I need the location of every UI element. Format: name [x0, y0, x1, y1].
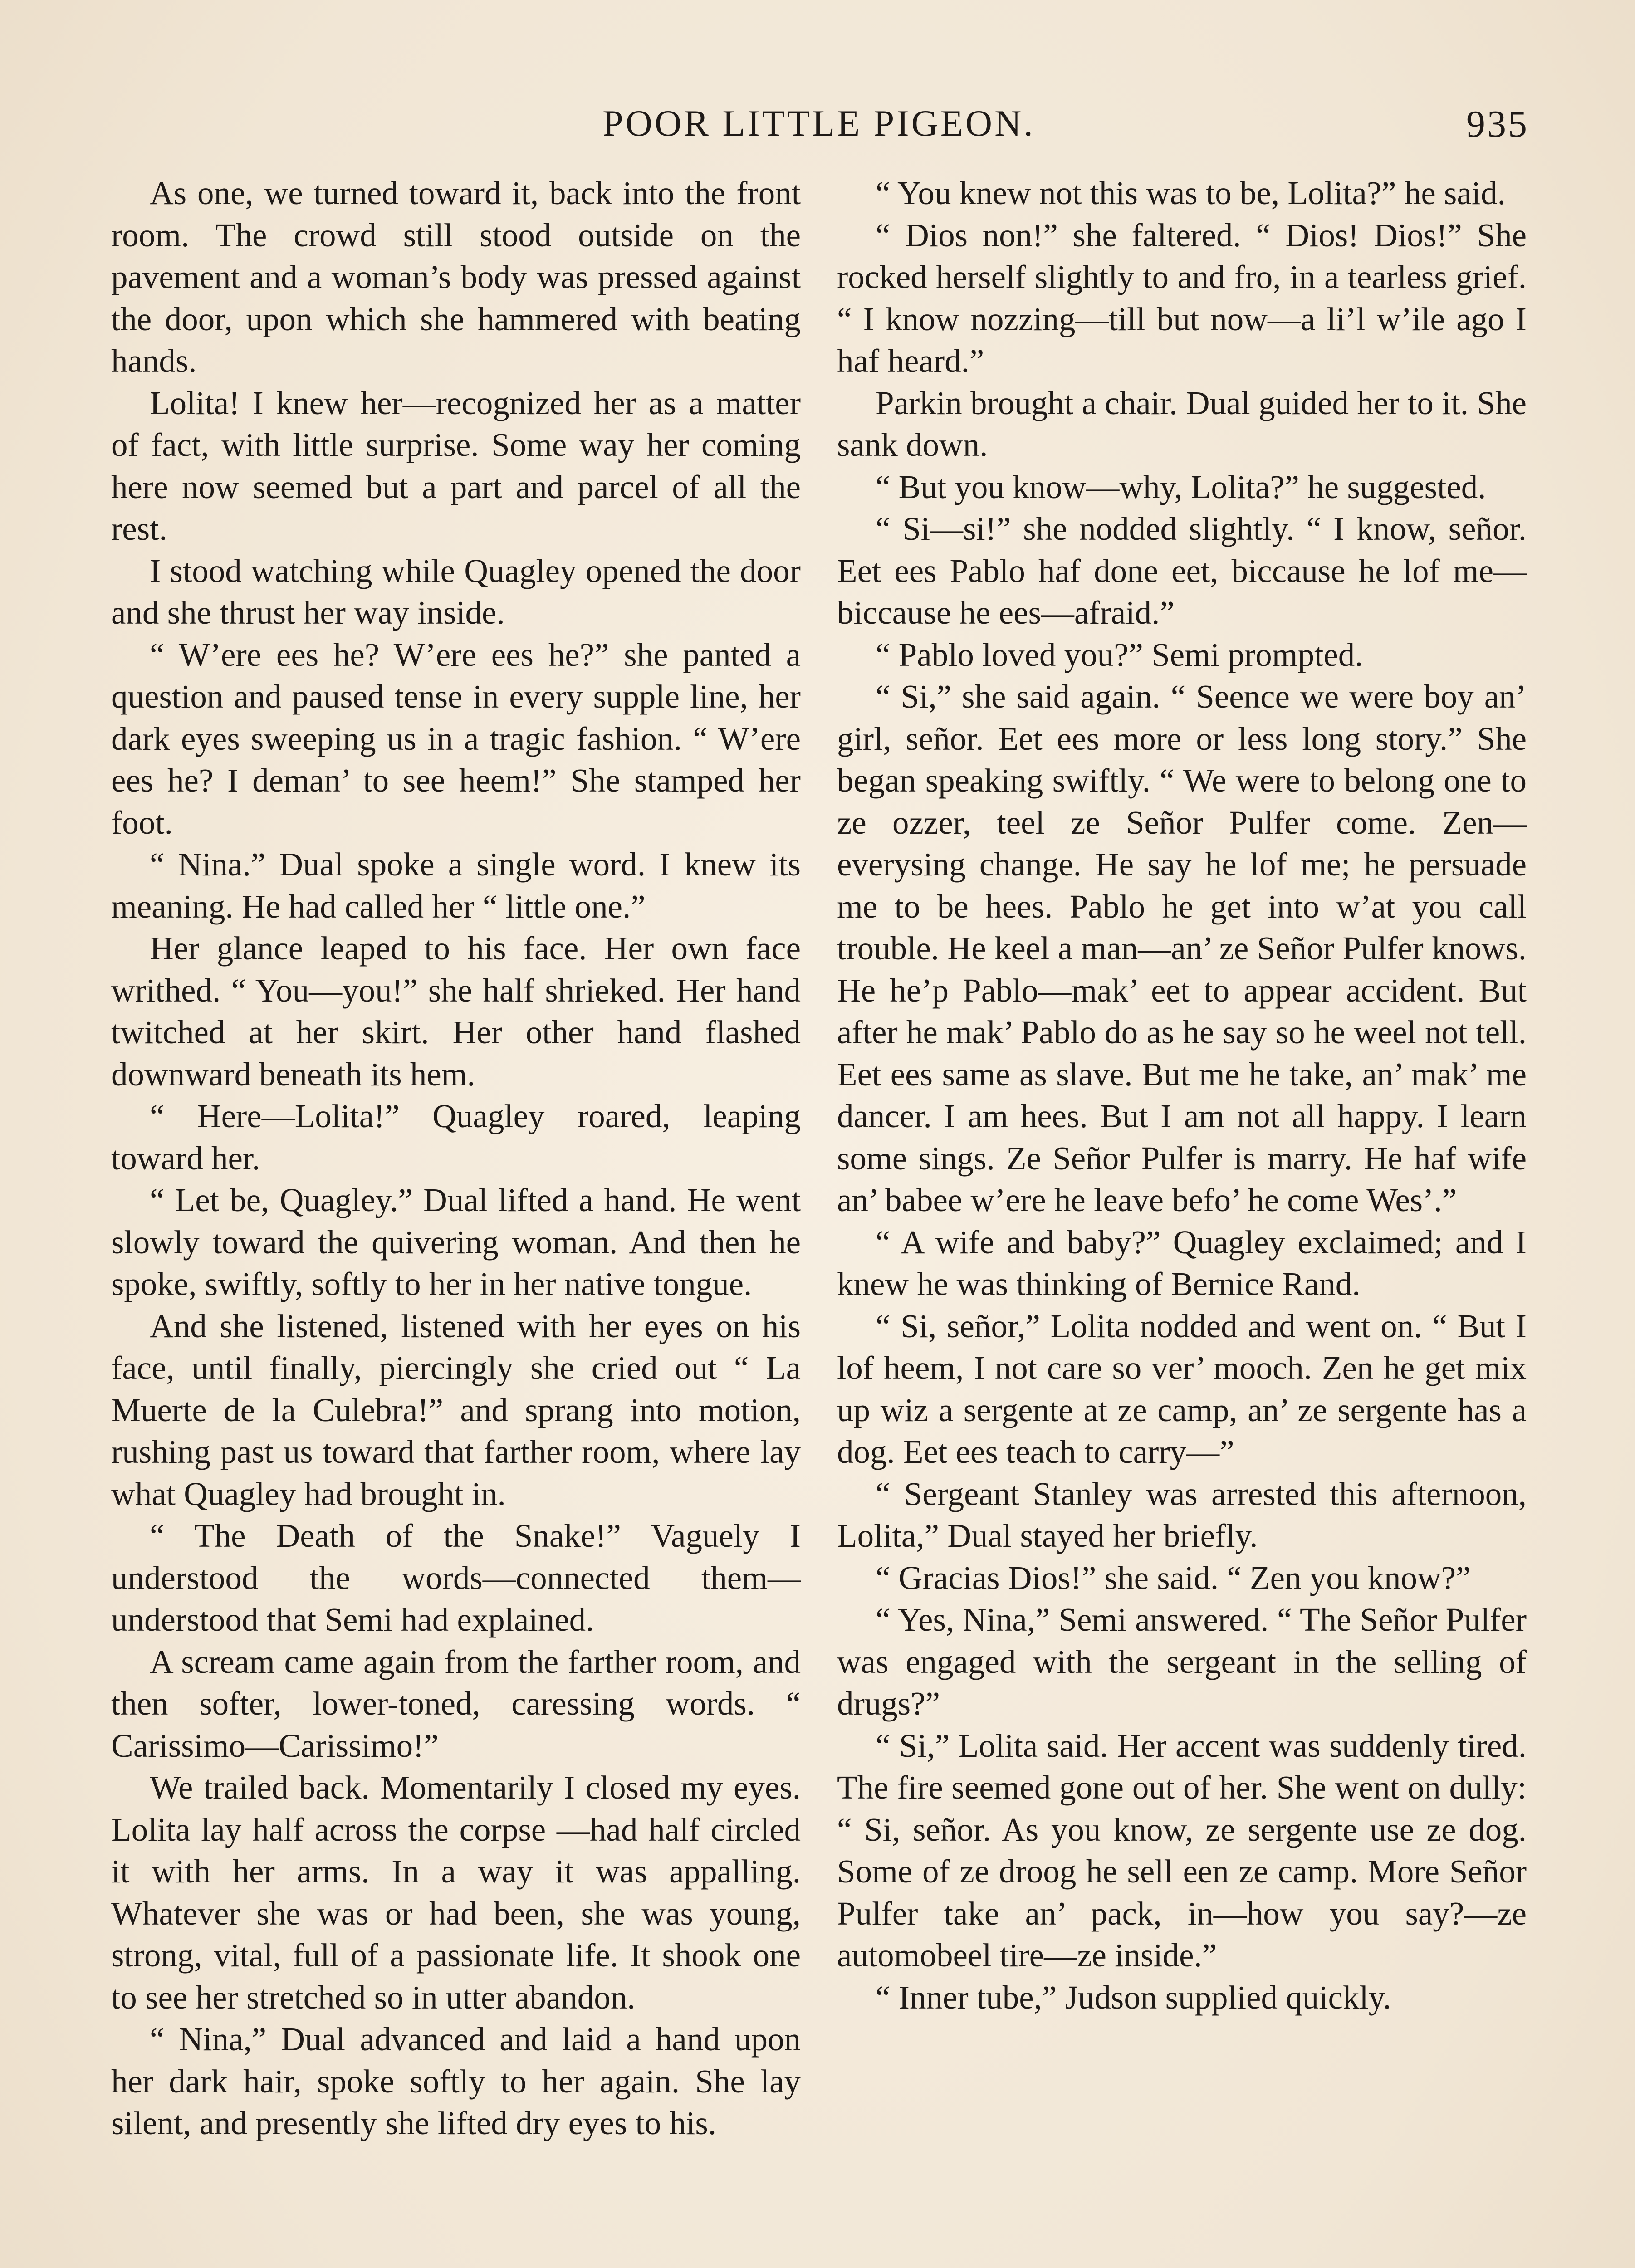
paragraph: “ But you know—why, Lolita?” he suggested.: [876, 468, 1486, 505]
paragraph: “ Yes, Nina,” Semi answered. “ The Señor Pulfer was engaged with the sergeant in the selling of drugs?”: [837, 1601, 1527, 1722]
paragraph: “ Let be, Quagley.” Dual lifted a hand. He went slowly toward the quivering woman. And then he spoke, swiftly, softly to her in her native tongue.: [111, 1182, 801, 1302]
left-column: [111, 172, 801, 2145]
page-header: [109, 102, 1529, 156]
paragraph: “ Si,” she said again. “ Seence we were boy an’ girl, señor. Eet ees more or less long story.” She began speaking swiftly. “ We were to belong one to ze ozzer, teel ze Señor Pulfer come. Zen—everysing change. He say he lof me; he persuade me to be hees. Pablo he get into w’at you call trouble. He keel a man—an’ ze Señor Pulfer knows. He he’p Pablo—mak’ eet to appear accident. But after he mak’ Pablo do as he say so he weel not tell. Eet ees same as slave. But me he take, an’ mak’ me dancer. I am hees. But I am not all happy. I learn some sings. Ze Señor Pulfer is marry. He haf wife an’ babee w’ere he leave befo’ he come Wes’.”: [837, 678, 1527, 1218]
paragraph: “ The Death of the Snake!” Vaguely I understood the words—connected them—understood that Semi had explained.: [111, 1517, 801, 1638]
paragraph: “ Sergeant Stanley was arrested this afternoon, Lolita,” Dual stayed her briefly.: [837, 1475, 1527, 1554]
paragraph: I stood watching while Quagley opened the door and she thrust her way inside.: [111, 552, 801, 631]
paragraph: “ Gracias Dios!” she said. “ Zen you know?”: [876, 1559, 1471, 1596]
paragraph: A scream came again from the farther room, and then softer, lower-toned, caressing words. “ Carissimo—Carissimo!”: [111, 1643, 801, 1764]
paragraph: “ Here—Lolita!” Quagley roared, leaping toward her.: [111, 1098, 801, 1177]
paragraph: “ A wife and baby?” Quagley exclaimed; and I knew he was thinking of Bernice Rand.: [837, 1223, 1527, 1302]
paragraph: We trailed back. Momentarily I closed my eyes. Lolita lay half across the corpse —had half circled it with her arms. In a way it was appalling. Whatever she was or had been, she was young, strong, vital, full of a passionate life. It shook one to see her stretched so in utter abandon.: [111, 1769, 801, 2016]
paragraph: “ W’ere ees he? W’ere ees he?” she panted a question and paused tense in every supple line, her dark eyes sweeping us in a tragic fashion. “ W’ere ees he? I deman’ to see heem!” She stamped her foot.: [111, 636, 801, 841]
paragraph: As one, we turned toward it, back into the front room. The crowd still stood outside on the pavement and a woman’s body was pressed against the door, upon which she hammered with beating hands.: [111, 175, 801, 379]
paragraph: Lolita! I knew her—recognized her as a matter of fact, with little surprise. Some way her coming here now seemed but a part and parcel of all the rest.: [111, 384, 801, 547]
paragraph: “ Nina,” Dual advanced and laid a hand upon her dark hair, spoke softly to her again. She lay silent, and presently she lifted dry eyes to his.: [111, 2021, 801, 2141]
paragraph: Parkin brought a chair. Dual guided her to it. She sank down.: [837, 384, 1527, 463]
paragraph: “ Inner tube,” Judson supplied quickly.: [876, 1979, 1391, 2016]
paragraph: “ You knew not this was to be, Lolita?” he said.: [876, 175, 1506, 211]
paragraph: “ Dios non!” she faltered. “ Dios! Dios!” She rocked herself slightly to and fro, in a tearless grief. “ I know nozzing—till but now—a li’l w’ile ago I haf heard.”: [837, 216, 1527, 379]
paragraph: “ Si—si!” she nodded slightly. “ I know, señor. Eet ees Pablo haf done eet, biccause he lof me—biccause he ees—afraid.”: [837, 510, 1527, 631]
paragraph: “ Si,” Lolita said. Her accent was suddenly tired. The fire seemed gone out of her. She went on dully: “ Si, señor. As you know, ze sergente use ze dog. Some of ze droog he sell een ze camp. More Señor Pulfer take an’ pack, in—how you say?—ze automobeel tire—ze inside.”: [837, 1727, 1527, 1974]
paragraph: “ Pablo loved you?” Semi prompted.: [876, 636, 1363, 673]
running-head: POOR LITTLE PIGEON.: [602, 103, 1035, 144]
paragraph: “ Nina.” Dual spoke a single word. I knew its meaning. He had called her “ little one.”: [111, 846, 801, 925]
paragraph: Her glance leaped to his face. Her own face writhed. “ You—you!” she half shrieked. Her hand twitched at her skirt. Her other hand flashed downward beneath its hem.: [111, 930, 801, 1093]
page-number: 935: [1466, 103, 1529, 145]
paragraph: “ Si, señor,” Lolita nodded and went on. “ But I lof heem, I not care so ver’ mooch. Zen he get mix up wiz a sergente at ze camp, an’ ze sergente has a dog. Eet ees teach to carry—”: [837, 1307, 1527, 1470]
paragraph: And she listened, listened with her eyes on his face, until finally, piercingly she cried out “ La Muerte de la Culebra!” and sprang into motion, rushing past us toward that farther room, where lay what Quagley had brought in.: [111, 1307, 801, 1512]
right-column: [837, 172, 1527, 2019]
